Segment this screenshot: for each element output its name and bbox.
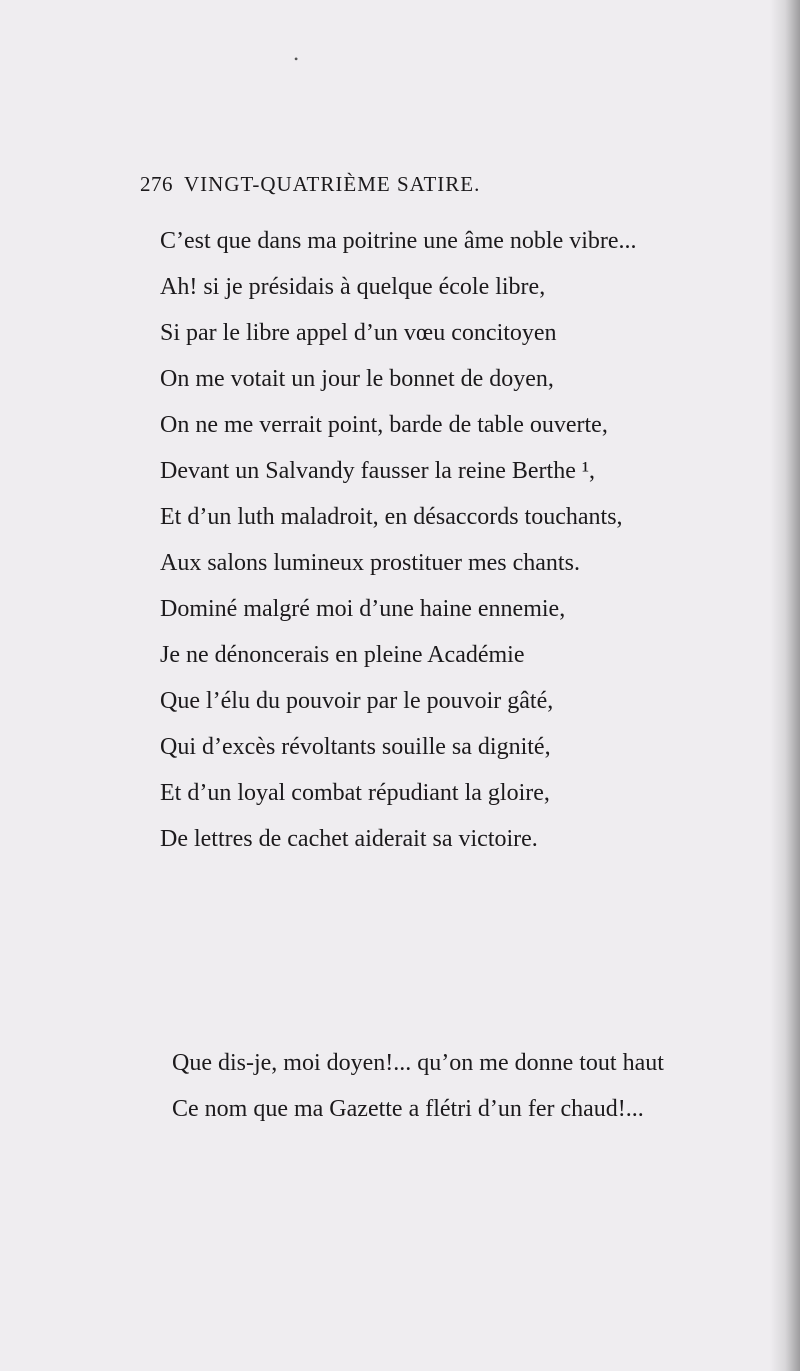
verse-line: Que dis-je, moi doyen!... qu’on me donne tout haut	[172, 1050, 664, 1076]
verse-line: Qui d’excès révoltants souille sa dignité,	[160, 734, 551, 760]
page-number: 276	[140, 172, 173, 196]
verse-line: Aux salons lumineux prostituer mes chants.	[160, 550, 580, 576]
verse-line: On me votait un jour le bonnet de doyen,	[160, 366, 554, 392]
verse-line: Devant un Salvandy fausser la reine Berthe ¹,	[160, 458, 596, 484]
verse-line: On ne me verrait point, barde de table ouverte,	[160, 412, 608, 438]
verse-line: C’est que dans ma poitrine une âme noble vibre...	[160, 228, 637, 254]
running-head	[140, 172, 700, 202]
verse-line: Ce nom que ma Gazette a flétri d’un fer chaud!...	[172, 1096, 644, 1122]
verse-line: De lettres de cachet aiderait sa victoire.	[160, 826, 538, 852]
verse-line: Je ne dénoncerais en pleine Académie	[160, 642, 525, 668]
verse-line: Et d’un loyal combat répudiant la gloire,	[160, 780, 550, 806]
verse-line: Dominé malgré moi d’une haine ennemie,	[160, 596, 566, 622]
verse-line: Que l’élu du pouvoir par le pouvoir gâté,	[160, 688, 554, 714]
verse-line: Et d’un luth maladroit, en désaccords touchants,	[160, 504, 623, 530]
page-speck-mark: •	[294, 52, 299, 66]
verse-line: Ah! si je présidais à quelque école libre,	[160, 274, 546, 300]
running-title: VINGT-QUATRIÈME SATIRE.	[184, 172, 481, 196]
verse-line: Si par le libre appel d’un vœu concitoyen	[160, 320, 557, 346]
